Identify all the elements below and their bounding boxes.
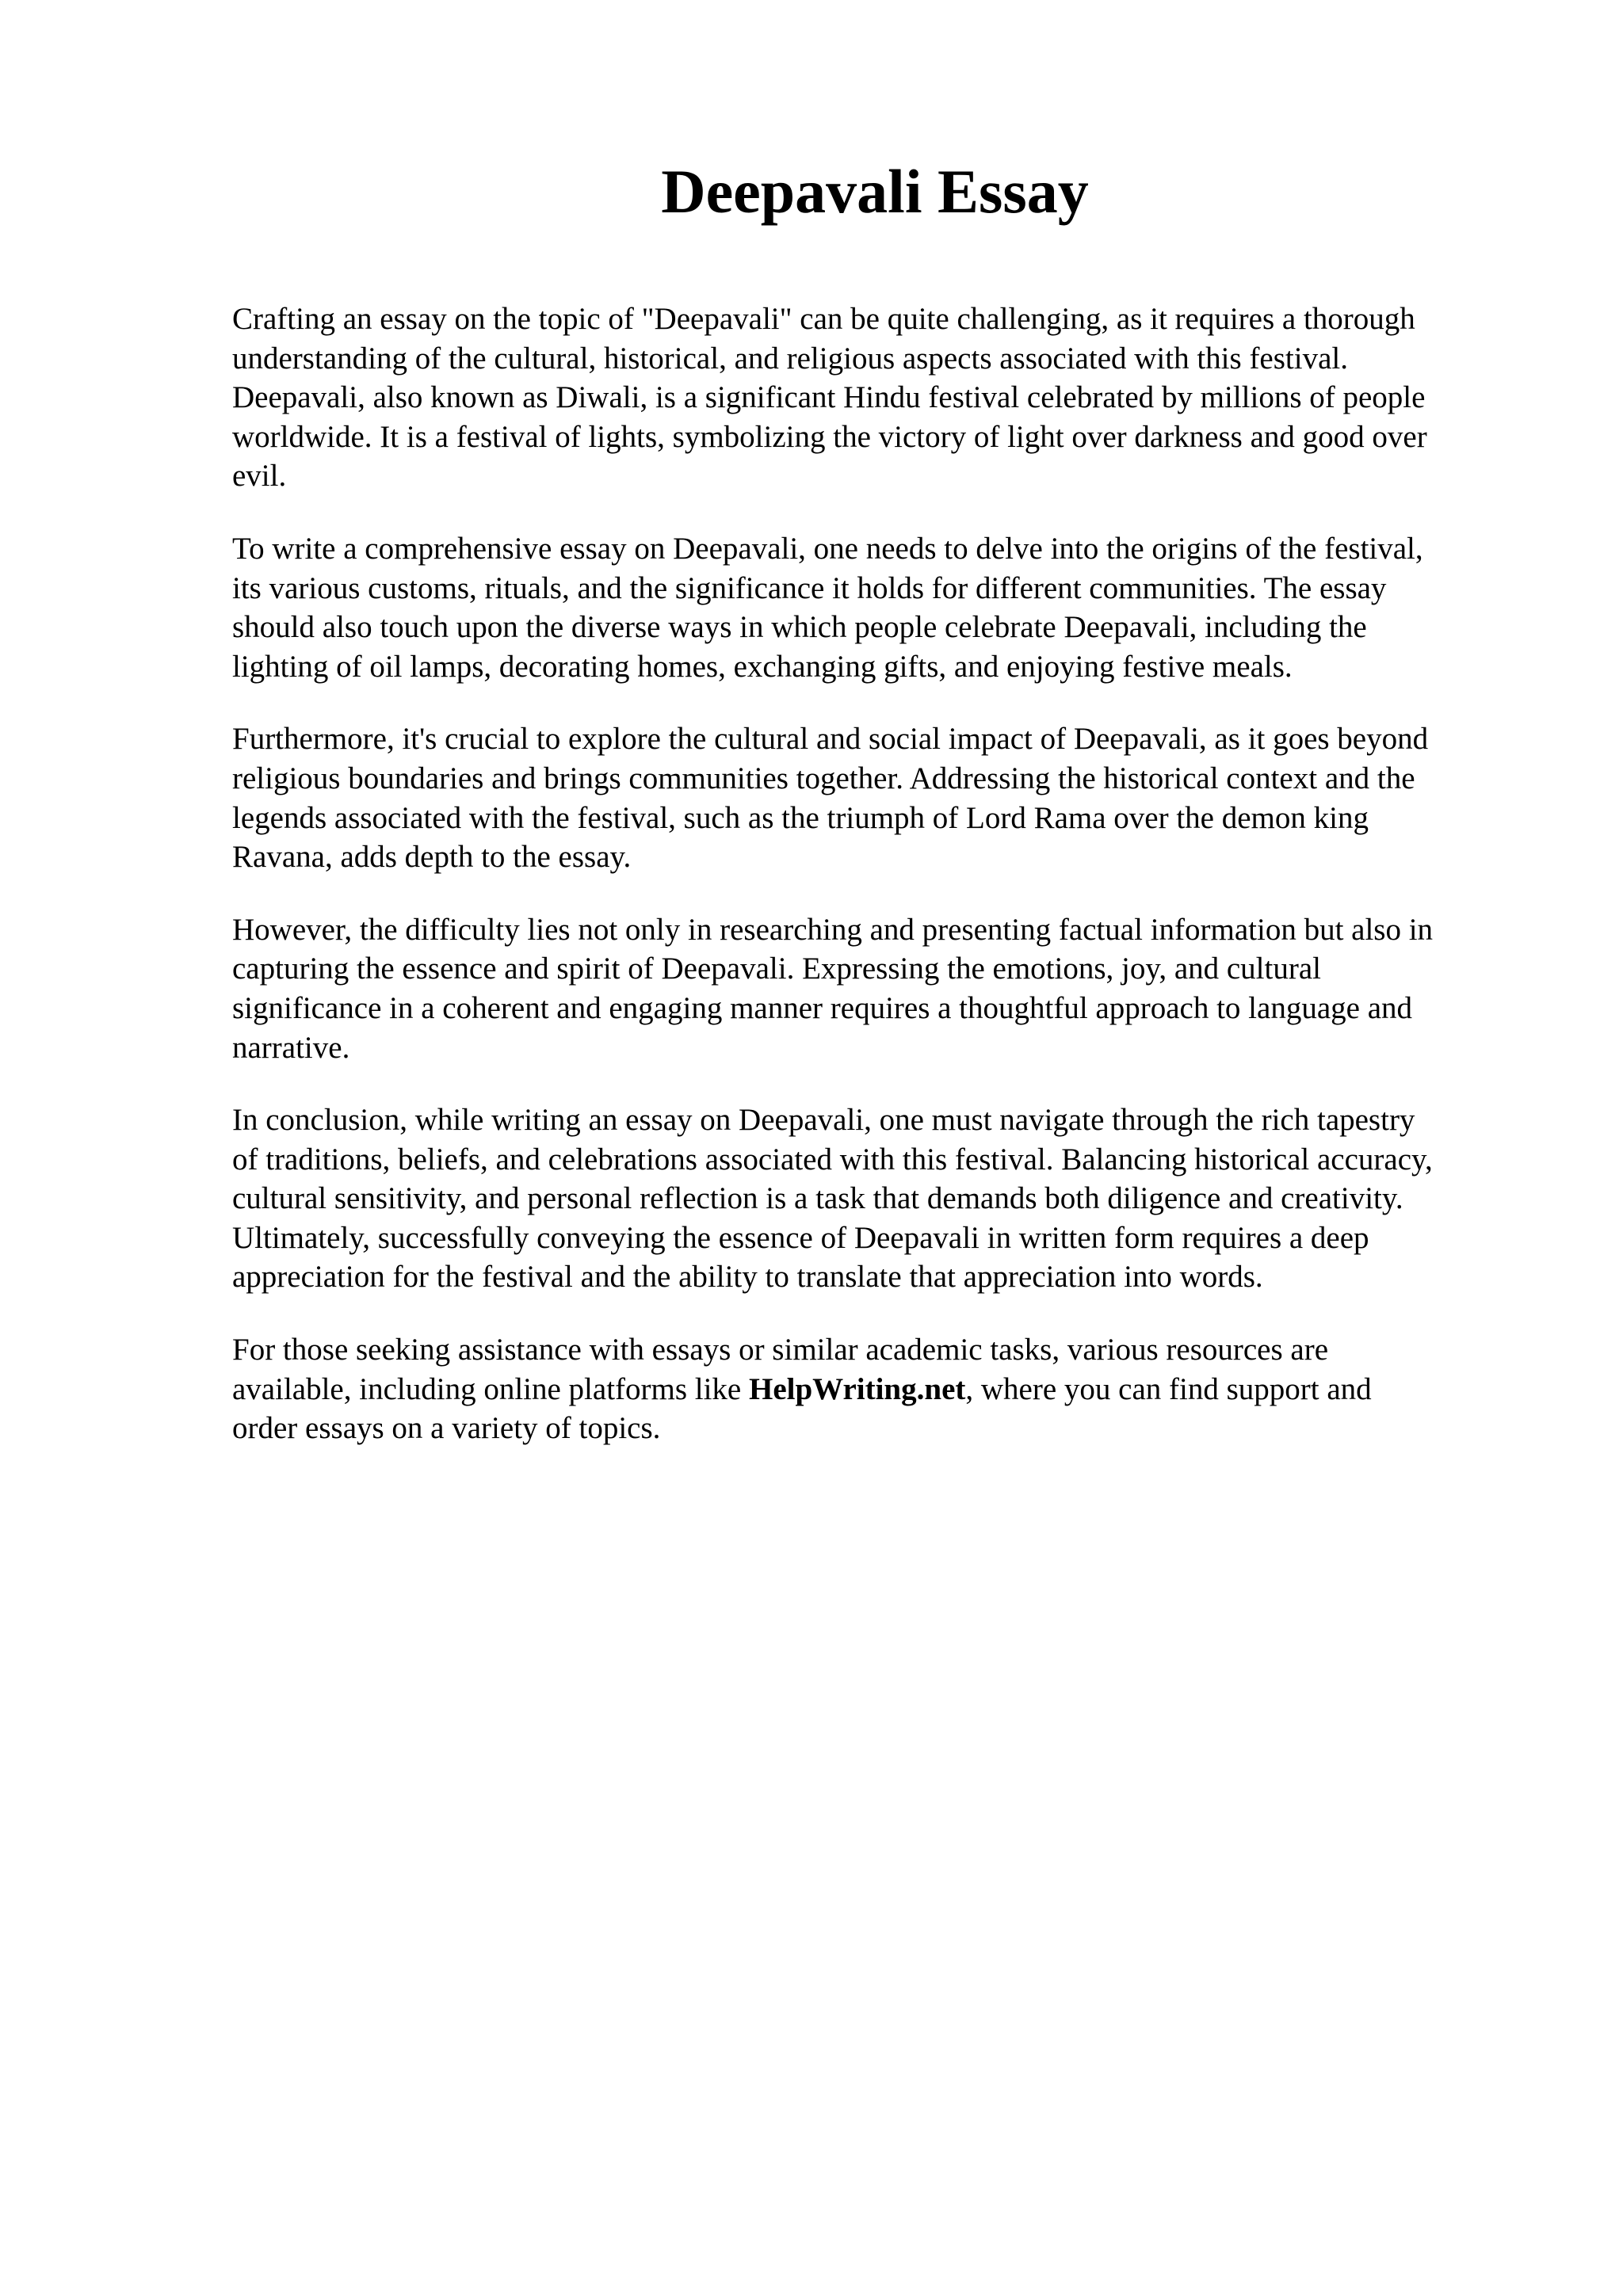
essay-body [232, 299, 1532, 1482]
paragraph-1: Crafting an essay on the topic of "Deepavali" can be quite challenging, as it requires a thorough understanding of the cultural, historical, and religious aspects associated with this festival. Deepavali, also known as Diwali, is a significant Hindu festival celebrated by millions of people worldwide. It is a festival of lights, symbolizing the victory of light over darkness and good over evil. [232, 302, 1427, 494]
paragraph-4: However, the difficulty lies not only in researching and presenting factual information but also in capturing the essence and spirit of Deepavali. Expressing the emotions, joy, and cultural significance in a coherent and engaging manner requires a thoughtful approach to language and narrative. [232, 912, 1434, 1065]
page-title: Deepavali Essay [661, 157, 1089, 226]
paragraph-2: To write a comprehensive essay on Deepavali, one needs to delve into the origins of the festival, its various customs, rituals, and the significance it holds for different communities. The essay should also touch upon the diverse ways in which people celebrate Deepavali, including the lighting of oil lamps, decorating homes, exchanging gifts, and enjoying festive meals. [232, 531, 1423, 684]
closing-paragraph [232, 1330, 1532, 1448]
paragraph-3: Furthermore, it's crucial to explore the cultural and social impact of Deepavali, as it goes beyond religious boundaries and brings communities together. Addressing the historical context and the legends associated with the festival, such as the triumph of Lord Rama over the demon king Ravana, adds depth to the essay. [232, 722, 1429, 875]
paragraph-5: In conclusion, while writing an essay on Deepavali, one must navigate through the rich tapestry of traditions, beliefs, and celebrations associated with this festival. Balancing historical accuracy, cultural sensitivity, and personal reflection is a task that demands both diligence and creativity. Ultimately, successfully conveying the essence of Deepavali in written form requires a deep appreciation for the festival and the ability to translate that appreciation into words. [232, 1103, 1433, 1295]
closing-text-before: For those seeking assistance with essays or similar academic tasks, various resources are available, including online platforms like [232, 1333, 1329, 1406]
closing-text-after: , where you can find support and order essays on a variety of topics. [232, 1371, 1372, 1446]
brand-name: HelpWriting.net [749, 1371, 966, 1406]
